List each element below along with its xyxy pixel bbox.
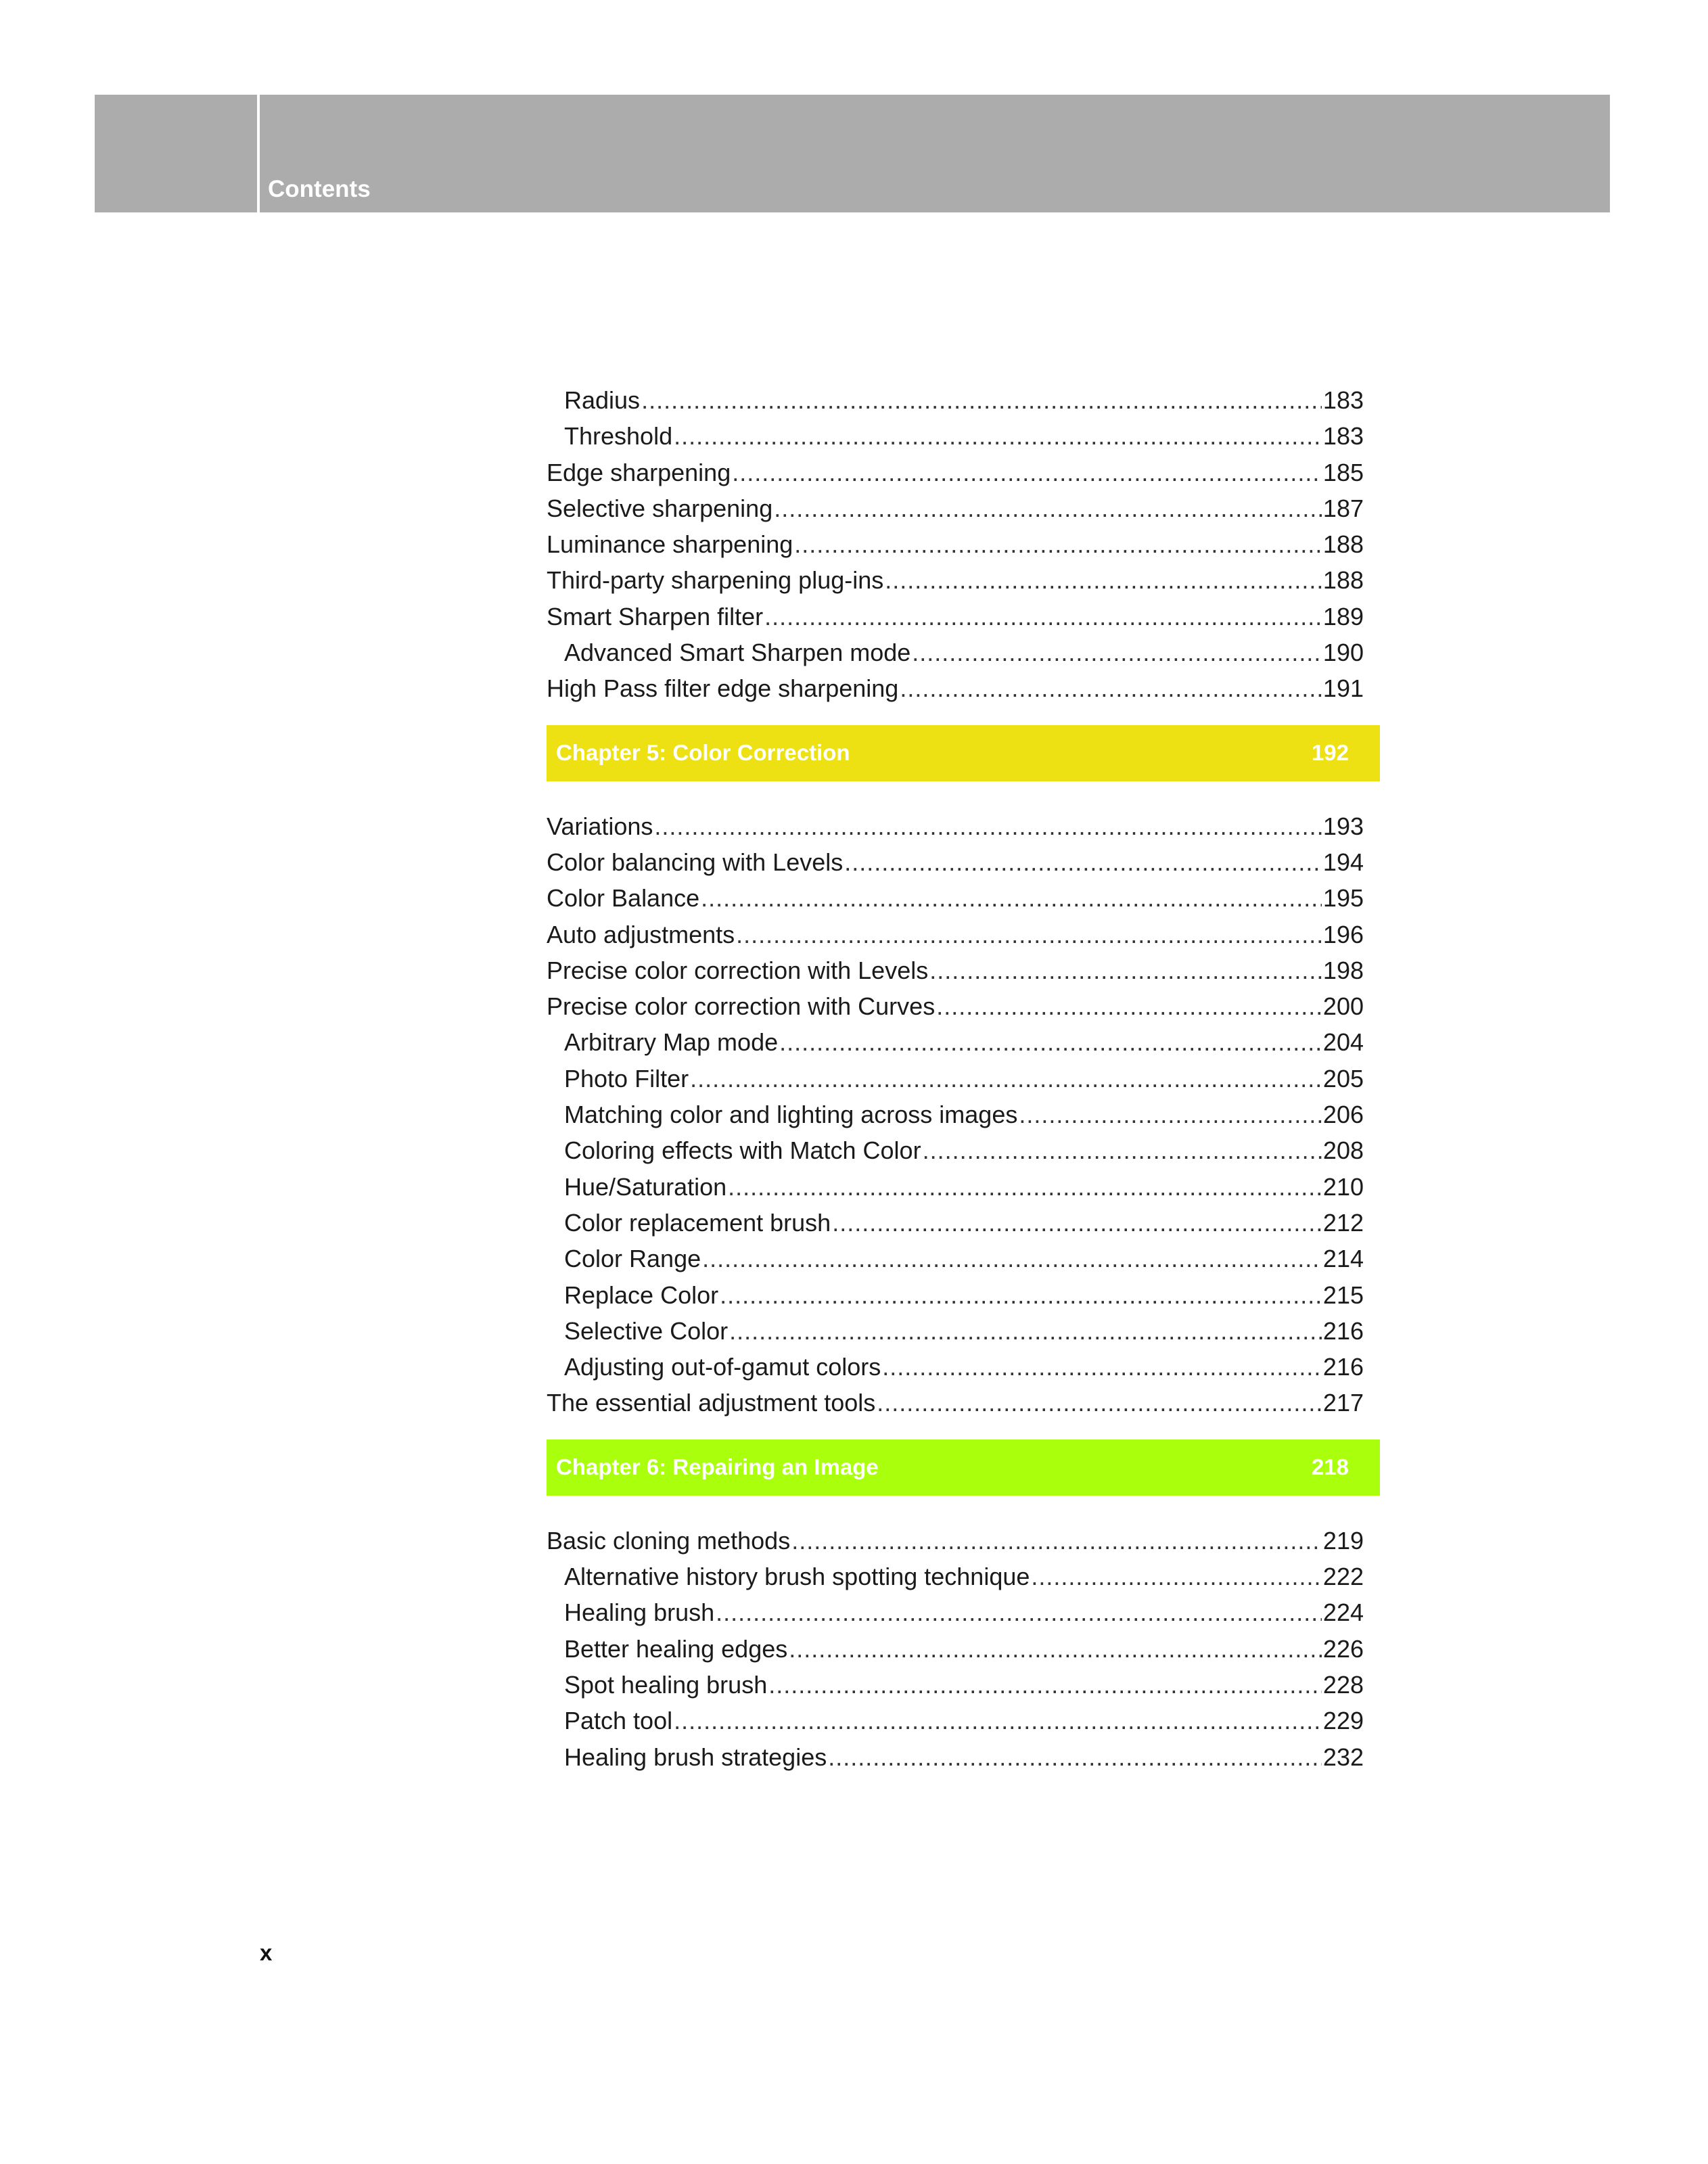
toc-entry[interactable] — [547, 1024, 1364, 1060]
dot-leader — [882, 1349, 1322, 1385]
dot-leader — [794, 526, 1322, 562]
toc-entry-page: 226 — [1322, 1634, 1364, 1663]
dot-leader — [900, 670, 1322, 706]
toc-entry[interactable] — [547, 1205, 1364, 1241]
toc-entry-label: Color Range — [564, 1245, 701, 1273]
dot-leader — [728, 1169, 1322, 1205]
dot-leader — [912, 635, 1322, 670]
toc-entry[interactable] — [547, 952, 1364, 988]
toc-entry-label: Spot healing brush — [564, 1670, 768, 1699]
toc-entry[interactable] — [547, 418, 1364, 454]
dot-leader — [720, 1277, 1322, 1313]
header-divider — [257, 95, 260, 212]
toc-entry[interactable] — [547, 808, 1364, 844]
dot-leader — [690, 1061, 1322, 1097]
toc-entry-page: 210 — [1322, 1172, 1364, 1201]
toc-entry-page: 214 — [1322, 1245, 1364, 1273]
toc-entry-page: 204 — [1322, 1028, 1364, 1057]
toc-entry-label: Hue/Saturation — [564, 1172, 727, 1201]
toc-entry-page: 190 — [1322, 639, 1364, 667]
toc-entry[interactable] — [547, 1739, 1364, 1775]
toc-entry-page: 219 — [1322, 1526, 1364, 1555]
toc-entry-page: 198 — [1322, 956, 1364, 984]
toc-entry[interactable] — [547, 880, 1364, 916]
toc-entry-label: Third-party sharpening plug-ins — [547, 566, 884, 595]
dot-leader — [844, 844, 1322, 880]
toc-entry-label: Precise color correction with Curves — [547, 992, 936, 1021]
toc-entry[interactable] — [547, 917, 1364, 952]
toc-entry-page: 188 — [1322, 566, 1364, 595]
toc-entry-page: 215 — [1322, 1281, 1364, 1309]
dot-leader — [832, 1205, 1322, 1241]
toc-entry-label: Photo Filter — [564, 1064, 689, 1092]
toc-entry-page: 232 — [1322, 1743, 1364, 1771]
toc-entry[interactable] — [547, 1241, 1364, 1276]
toc-entry-label: Alternative history brush spotting technique — [564, 1563, 1030, 1591]
toc-entry[interactable] — [547, 1559, 1364, 1594]
dot-leader — [736, 917, 1322, 952]
toc-entry[interactable] — [547, 490, 1364, 526]
dot-leader — [768, 1667, 1322, 1703]
toc-entry[interactable] — [547, 844, 1364, 880]
toc-entry-label: Color balancing with Levels — [547, 848, 844, 876]
toc-entry-label: Patch tool — [564, 1707, 673, 1735]
dot-leader — [702, 1241, 1322, 1276]
toc-entry-page: 194 — [1322, 848, 1364, 876]
page-title: Contents — [268, 176, 371, 202]
toc-entry[interactable] — [547, 1667, 1364, 1703]
chapter-heading[interactable] — [547, 1440, 1380, 1496]
toc-entry-page: 200 — [1322, 992, 1364, 1021]
toc-entry-label: Arbitrary Map mode — [564, 1028, 779, 1057]
toc-entry-label: Adjusting out-of-gamut colors — [564, 1353, 881, 1381]
dot-leader — [929, 952, 1322, 988]
toc-entry[interactable] — [547, 988, 1364, 1024]
toc-entry-page: 183 — [1322, 422, 1364, 451]
toc-entry[interactable] — [547, 382, 1364, 418]
toc-entry-label: Luminance sharpening — [547, 530, 793, 559]
dot-leader — [1031, 1559, 1322, 1594]
dot-leader — [1019, 1097, 1322, 1132]
dot-leader — [779, 1024, 1322, 1060]
toc-entry[interactable] — [547, 599, 1364, 635]
toc-entry-label: Radius — [564, 386, 641, 414]
toc-entry-label: High Pass filter edge sharpening — [547, 674, 899, 703]
toc-entry-label: The essential adjustment tools — [547, 1389, 876, 1417]
dot-leader — [701, 880, 1322, 916]
toc-entry[interactable] — [547, 1703, 1364, 1739]
dot-leader — [791, 1523, 1322, 1559]
toc-entry-label: Edge sharpening — [547, 458, 731, 486]
page-number: x — [260, 1940, 273, 1965]
table-of-contents — [547, 382, 1380, 1775]
toc-entry-label: Matching color and lighting across images — [564, 1101, 1018, 1129]
toc-entry-page: 183 — [1322, 386, 1364, 414]
toc-entry-label: Precise color correction with Levels — [547, 956, 929, 984]
toc-entry[interactable] — [547, 1349, 1364, 1385]
toc-entry-page: 206 — [1322, 1101, 1364, 1129]
toc-entry[interactable] — [547, 1385, 1364, 1421]
toc-entry[interactable] — [547, 455, 1364, 490]
dot-leader — [877, 1385, 1322, 1421]
dot-leader — [764, 599, 1322, 635]
dot-leader — [716, 1594, 1322, 1630]
toc-entry-page: 191 — [1322, 674, 1364, 703]
dot-leader — [828, 1739, 1322, 1775]
toc-entry-page: 195 — [1322, 884, 1364, 913]
toc-entry-page: 193 — [1322, 812, 1364, 840]
toc-entry-page: 224 — [1322, 1598, 1364, 1627]
chapter-page: 218 — [1311, 1454, 1349, 1480]
toc-entry-page: 222 — [1322, 1563, 1364, 1591]
chapter-title: Chapter 5: Color Correction — [556, 740, 850, 766]
toc-entry[interactable] — [547, 1277, 1364, 1313]
toc-entry[interactable] — [547, 670, 1364, 706]
toc-entry-page: 185 — [1322, 458, 1364, 486]
toc-entry-page: 217 — [1322, 1389, 1364, 1417]
toc-entry-page: 205 — [1322, 1064, 1364, 1092]
dot-leader — [885, 562, 1322, 598]
dot-leader — [641, 382, 1322, 418]
toc-entry-label: Healing brush — [564, 1598, 715, 1627]
toc-entry[interactable] — [547, 1594, 1364, 1630]
toc-entry-label: Better healing edges — [564, 1634, 788, 1663]
toc-entry[interactable] — [547, 1097, 1364, 1132]
chapter-title: Chapter 6: Repairing an Image — [556, 1454, 879, 1480]
dot-leader — [732, 455, 1322, 490]
dot-leader — [654, 808, 1322, 844]
toc-entry-label: Replace Color — [564, 1281, 719, 1309]
toc-entry-label: Basic cloning methods — [547, 1526, 791, 1555]
dot-leader — [923, 1132, 1322, 1168]
toc-entry-page: 208 — [1322, 1136, 1364, 1165]
toc-entry-page: 228 — [1322, 1670, 1364, 1699]
toc-entry-label: Smart Sharpen filter — [547, 602, 764, 630]
toc-entry[interactable] — [547, 1523, 1364, 1559]
toc-entry-page: 229 — [1322, 1707, 1364, 1735]
toc-entry[interactable] — [547, 1061, 1364, 1097]
toc-entry-page: 196 — [1322, 920, 1364, 948]
dot-leader — [674, 1703, 1322, 1739]
toc-entry-label: Auto adjustments — [547, 920, 735, 948]
toc-entry-label: Advanced Smart Sharpen mode — [564, 639, 911, 667]
toc-entry[interactable] — [547, 526, 1364, 562]
toc-entry-page: 216 — [1322, 1316, 1364, 1345]
toc-entry-label: Selective Color — [564, 1316, 729, 1345]
toc-entry-label: Threshold — [564, 422, 673, 451]
toc-entry-page: 187 — [1322, 494, 1364, 522]
dot-leader — [674, 418, 1322, 454]
toc-entry-label: Variations — [547, 812, 653, 840]
toc-entry-page: 189 — [1322, 602, 1364, 630]
toc-entry[interactable] — [547, 635, 1364, 670]
toc-entry-label: Healing brush strategies — [564, 1743, 827, 1771]
dot-leader — [789, 1631, 1322, 1667]
toc-entry[interactable] — [547, 1631, 1364, 1667]
dot-leader — [936, 988, 1322, 1024]
toc-entry[interactable] — [547, 1313, 1364, 1349]
toc-entry[interactable] — [547, 1132, 1364, 1168]
chapter-page: 192 — [1311, 740, 1349, 766]
toc-entry-page: 188 — [1322, 530, 1364, 559]
toc-entry-page: 216 — [1322, 1353, 1364, 1381]
toc-entry[interactable] — [547, 1169, 1364, 1205]
toc-entry-label: Color Balance — [547, 884, 700, 913]
dot-leader — [729, 1313, 1322, 1349]
toc-entry-label: Coloring effects with Match Color — [564, 1136, 921, 1165]
toc-entry[interactable] — [547, 562, 1364, 598]
chapter-heading[interactable] — [547, 725, 1380, 781]
toc-entry-page: 212 — [1322, 1208, 1364, 1237]
toc-entry-label: Selective sharpening — [547, 494, 773, 522]
dot-leader — [774, 490, 1322, 526]
toc-entry-label: Color replacement brush — [564, 1208, 831, 1237]
